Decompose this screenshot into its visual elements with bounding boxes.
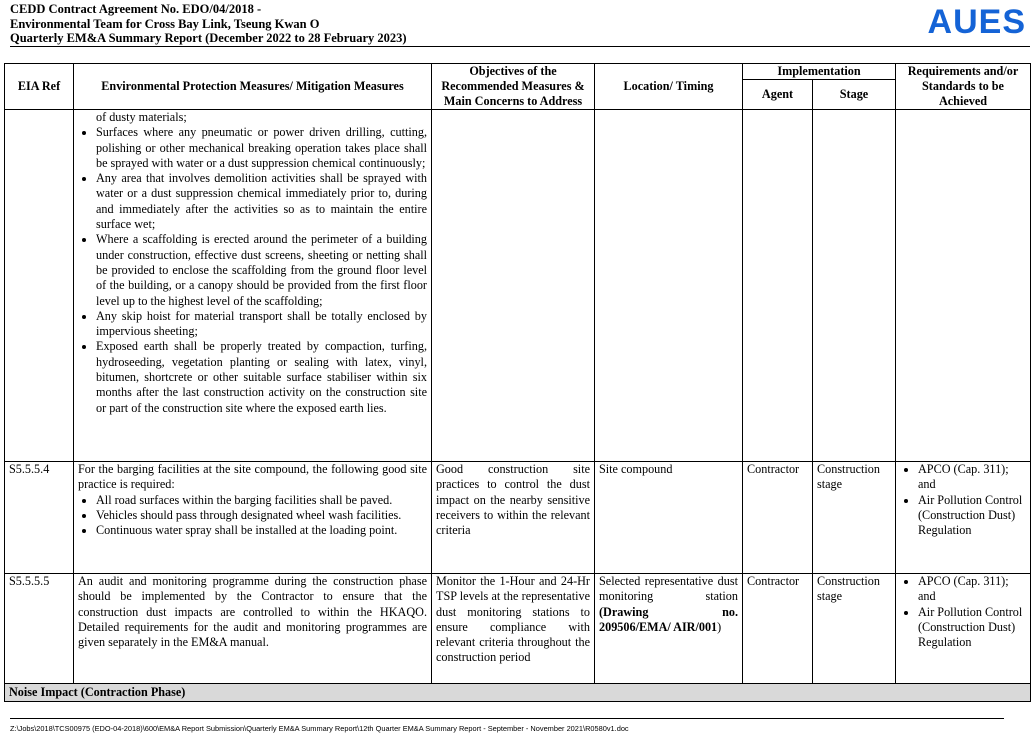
header-objectives: Objectives of the Recommended Measures & Main Concerns to Address	[432, 64, 595, 110]
list-item: • Vehicles should pass through designated wheel wash facilities.	[96, 508, 427, 523]
list-item: • APCO (Cap. 311); and	[918, 462, 1026, 493]
cell-stage: Construction stage	[813, 462, 896, 574]
measure-intro: For the barging facilities at the site compound, the following good site practice is required:	[78, 462, 427, 492]
measure-bullets	[78, 493, 427, 539]
report-title: Quarterly EM&A Summary Report (December 2022 to 28 February 2023)	[10, 31, 407, 45]
list-item: • Air Pollution Control (Construction Dust) Regulation	[918, 493, 1026, 539]
list-item: • Any area that involves demolition activities shall be sprayed with water or a dust suppression chemical immediately prior to, during and immediately after the activities so as to maintain the entire surface wet;	[96, 171, 427, 232]
cell-agent: Contractor	[743, 574, 813, 684]
cell-objectives	[432, 110, 595, 462]
section-title: Noise Impact (Contraction Phase)	[5, 684, 1031, 702]
cell-location	[595, 110, 743, 462]
table-row	[5, 110, 1031, 462]
list-item: • All road surfaces within the barging facilities shall be paved.	[96, 493, 427, 508]
cell-requirements	[896, 110, 1031, 462]
file-path-footer: Z:\Jobs\2018\TCS00975 (EDO-04-2018)\600\EM&A Report Submission\Quarterly EM&A Summary Report\12th Quarter EM&A Summary Report - September - November 2021\R0580v1.doc	[10, 724, 629, 733]
cell-agent	[743, 110, 813, 462]
list-item: • APCO (Cap. 311); and	[918, 574, 1026, 605]
location-text: Selected representative dust monitoring station	[599, 574, 738, 604]
header-stage: Stage	[813, 80, 896, 110]
header-measures: Environmental Protection Measures/ Mitigation Measures	[74, 64, 432, 110]
table-row	[5, 462, 1031, 574]
cell-location: Site compound	[595, 462, 743, 574]
location-end: )	[717, 619, 722, 634]
cell-agent: Contractor	[743, 462, 813, 574]
mitigation-measures-table	[4, 63, 1031, 702]
contract-title: CEDD Contract Agreement No. EDO/04/2018 -	[10, 2, 262, 16]
header-agent: Agent	[743, 80, 813, 110]
drawing-reference: (Drawing no. 209506/EMA/ AIR/001	[599, 604, 738, 634]
cell-objectives: Monitor the 1-Hour and 24-Hr TSP levels at the representative dust monitoring stations to ensure compliance with relevant criteria throughout the construction period	[432, 574, 595, 684]
cell-measures	[74, 462, 432, 574]
header-eia-ref: EIA Ref	[5, 64, 74, 110]
section-header-row	[5, 684, 1031, 702]
list-item: • Air Pollution Control (Construction Dust) Regulation	[918, 605, 1026, 651]
header-divider	[10, 46, 1030, 47]
table-row	[5, 574, 1031, 684]
team-title: Environmental Team for Cross Bay Link, Tseung Kwan O	[10, 16, 320, 31]
requirements-list	[900, 462, 1026, 538]
list-item: • Any skip hoist for material transport shall be totally enclosed by impervious sheeting;	[96, 309, 427, 340]
measure-lead: of dusty materials;	[96, 110, 187, 124]
cell-eia-ref	[5, 110, 74, 462]
cell-stage: Construction stage	[813, 574, 896, 684]
requirements-list	[900, 574, 1026, 650]
list-item: • Exposed earth shall be properly treated by compaction, turfing, hydroseeding, vegetation planting or sealing with latex, vinyl, bitumen, shortcrete or other suitable surface stabiliser within six months after the last construction activity on the construction site or part of the construction site where the exposed earth lies.	[96, 339, 427, 415]
cell-objectives: Good construction site practices to control the dust impact on the nearby sensitive receivers to within the relevant criteria	[432, 462, 595, 574]
cell-location	[595, 574, 743, 684]
list-item: • Continuous water spray shall be installed at the loading point.	[96, 523, 427, 538]
header-implementation: Implementation	[743, 64, 896, 80]
header-location: Location/ Timing	[595, 64, 743, 110]
cell-requirements	[896, 462, 1031, 574]
cell-stage	[813, 110, 896, 462]
cell-eia-ref: S5.5.5.5	[5, 574, 74, 684]
report-header	[10, 2, 1030, 46]
footer-divider	[10, 718, 1004, 719]
cell-eia-ref: S5.5.5.4	[5, 462, 74, 574]
header-requirements: Requirements and/or Standards to be Achieved	[896, 64, 1031, 110]
list-item: • Surfaces where any pneumatic or power driven drilling, cutting, polishing or other mechanical breaking operation takes place shall be sprayed with water or a dust suppression chemical continuously;	[96, 125, 427, 171]
aues-logo: AUES	[927, 3, 1026, 41]
list-item: • Where a scaffolding is erected around the perimeter of a building under construction, effective dust screens, sheeting or netting shall be provided to enclose the scaffolding from the ground floor level of the building, or a canopy should be provided from the first floor level up to the highest level of the scaffolding;	[96, 232, 427, 308]
cell-measures	[74, 110, 432, 462]
cell-requirements	[896, 574, 1031, 684]
cell-measures: An audit and monitoring programme during the construction phase should be implemented by the Contractor to ensure that the construction dust impacts are controlled to within the HKAQO. Detailed requirements for the audit and monitoring programmes are given separately in the EM&A manual.	[74, 574, 432, 684]
measure-bullets	[78, 125, 427, 416]
